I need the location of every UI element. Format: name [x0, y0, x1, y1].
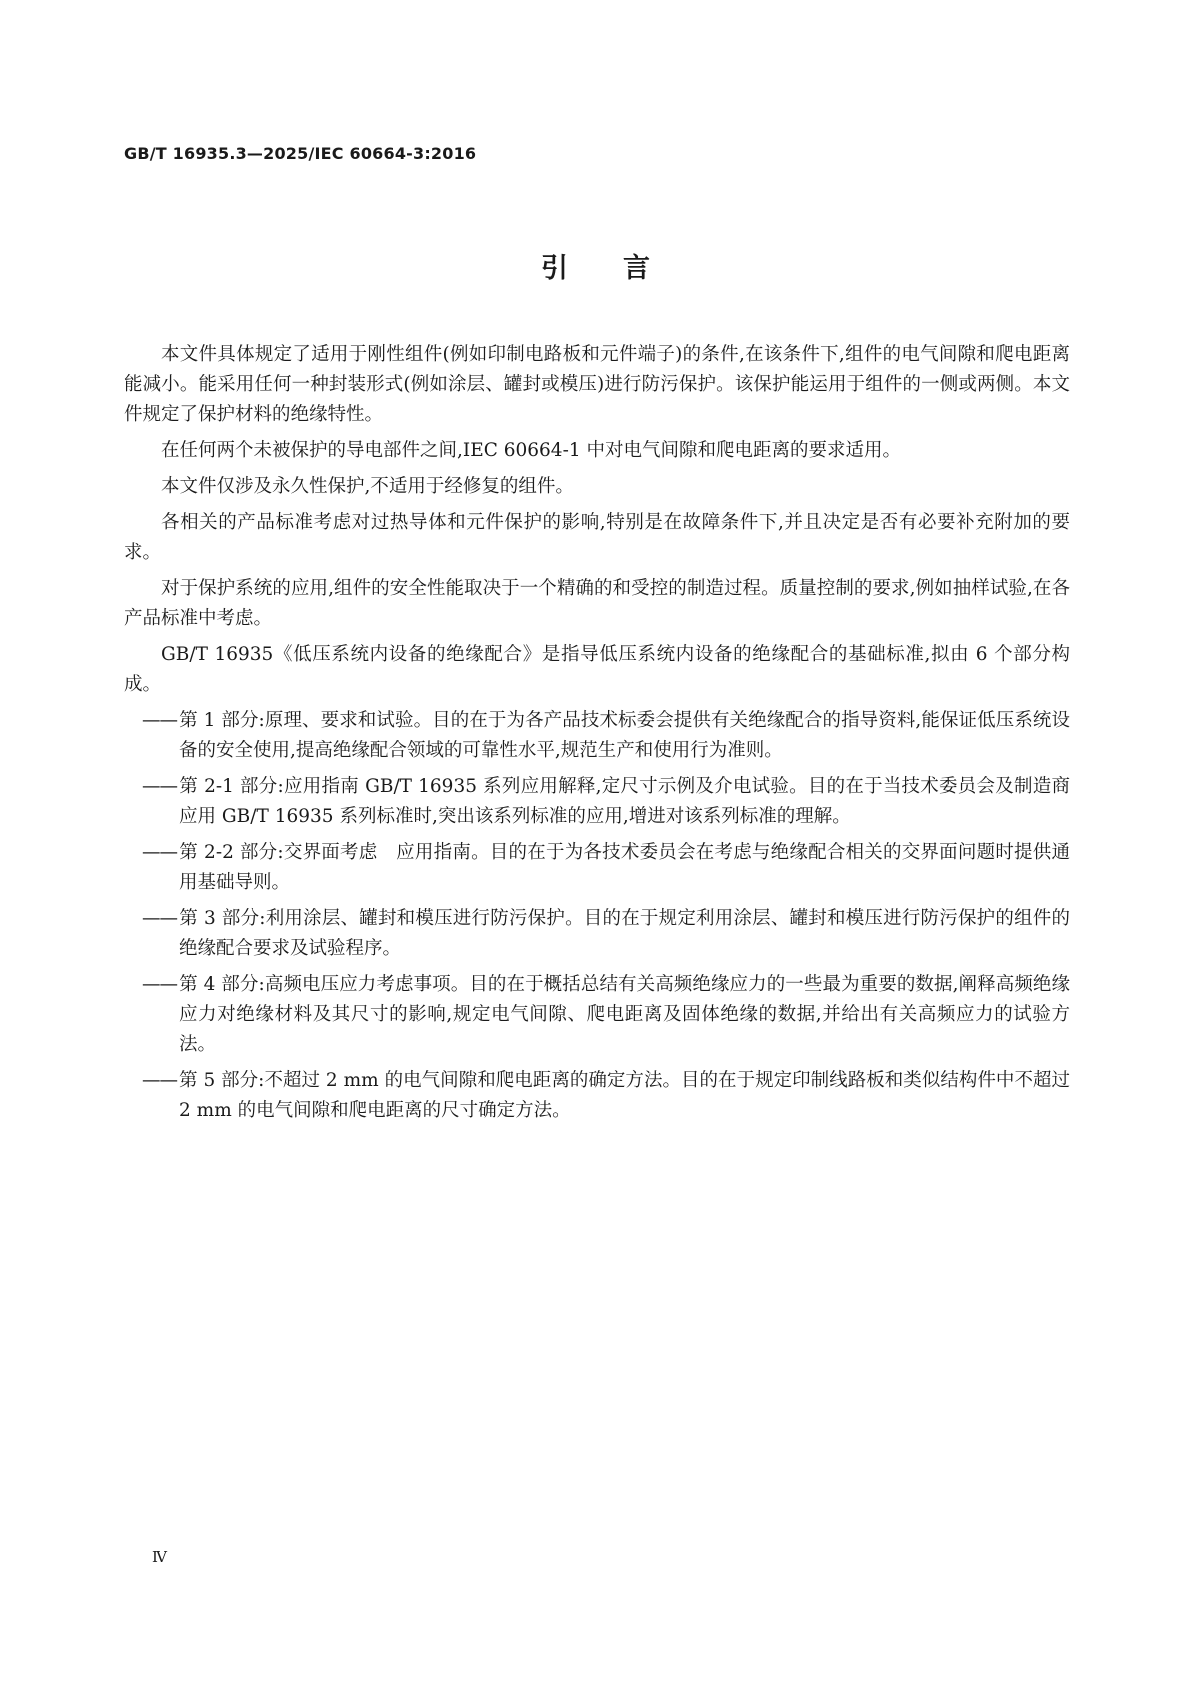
document-body [124, 340, 1070, 1132]
list-item-part-2-1 [124, 772, 1070, 832]
list-item-part-2-2 [124, 838, 1070, 898]
list-item-text: 第 2-1 部分:应用指南 GB/T 16935 系列应用解释,定尺寸示例及介电试验。目的在于当技术委员会及制造商应用 GB/T 16935 系列标准时,突出该系列标准的应用,增进对该系列标准的理解。 [179, 776, 1070, 827]
list-dash: —— [142, 974, 177, 995]
body-paragraph: 在任何两个未被保护的导电部件之间,IEC 60664-1 中对电气间隙和爬电距离的要求适用。 [161, 440, 901, 461]
list-item-text: 第 2-2 部分:交界面考虑 应用指南。目的在于为各技术委员会在考虑与绝缘配合相关的交界面问题时提供通用基础导则。 [179, 842, 1070, 893]
page-number: Ⅳ [152, 1548, 167, 1566]
list-item-text: 第 4 部分:高频电压应力考虑事项。目的在于概括总结有关高频绝缘应力的一些最为重要的数据,阐释高频绝缘应力对绝缘材料及其尺寸的影响,规定电气间隙、爬电距离及固体绝缘的数据,并给出有关高频应力的试验方法。 [179, 974, 1070, 1055]
list-dash: —— [142, 1070, 177, 1091]
body-paragraph: GB/T 16935《低压系统内设备的绝缘配合》是指导低压系统内设备的绝缘配合的基础标准,拟由 6 个部分构成。 [124, 644, 1070, 695]
body-paragraph: 各相关的产品标准考虑对过热导体和元件保护的影响,特别是在故障条件下,并且决定是否有必要补充附加的要求。 [124, 512, 1070, 563]
list-item-part-1 [124, 706, 1070, 766]
body-paragraph: 对于保护系统的应用,组件的安全性能取决于一个精确的和受控的制造过程。质量控制的要求,例如抽样试验,在各产品标准中考虑。 [124, 578, 1070, 629]
list-dash: —— [142, 842, 177, 863]
list-item-part-4 [124, 970, 1070, 1060]
list-item-part-5 [124, 1066, 1070, 1126]
list-item-text: 第 1 部分:原理、要求和试验。目的在于为各产品技术标委会提供有关绝缘配合的指导资料,能保证低压系统设备的安全使用,提高绝缘配合领域的可靠性水平,规范生产和使用行为准则。 [179, 710, 1070, 761]
list-dash: —— [142, 710, 177, 731]
body-paragraph: 本文件具体规定了适用于刚性组件(例如印制电路板和元件端子)的条件,在该条件下,组件的电气间隙和爬电距离能减小。能采用任何一种封装形式(例如涂层、罐封或模压)进行防污保护。该保护能运用于组件的一侧或两侧。本文件规定了保护材料的绝缘特性。 [124, 344, 1070, 425]
list-dash: —— [142, 908, 177, 929]
list-item-text: 第 5 部分:不超过 2 mm 的电气间隙和爬电距离的确定方法。目的在于规定印制线路板和类似结构件中不超过 2 mm 的电气间隙和爬电距离的尺寸确定方法。 [179, 1070, 1070, 1121]
list-dash: —— [142, 776, 177, 797]
list-item-text: 第 3 部分:利用涂层、罐封和模压进行防污保护。目的在于规定利用涂层、罐封和模压进行防污保护的组件的绝缘配合要求及试验程序。 [179, 908, 1070, 959]
body-paragraph: 本文件仅涉及永久性保护,不适用于经修复的组件。 [161, 476, 574, 497]
standard-number-header: GB/T 16935.3—2025/IEC 60664-3:2016 [124, 144, 477, 163]
page-title: 引言 [541, 253, 705, 284]
list-item-part-3 [124, 904, 1070, 964]
